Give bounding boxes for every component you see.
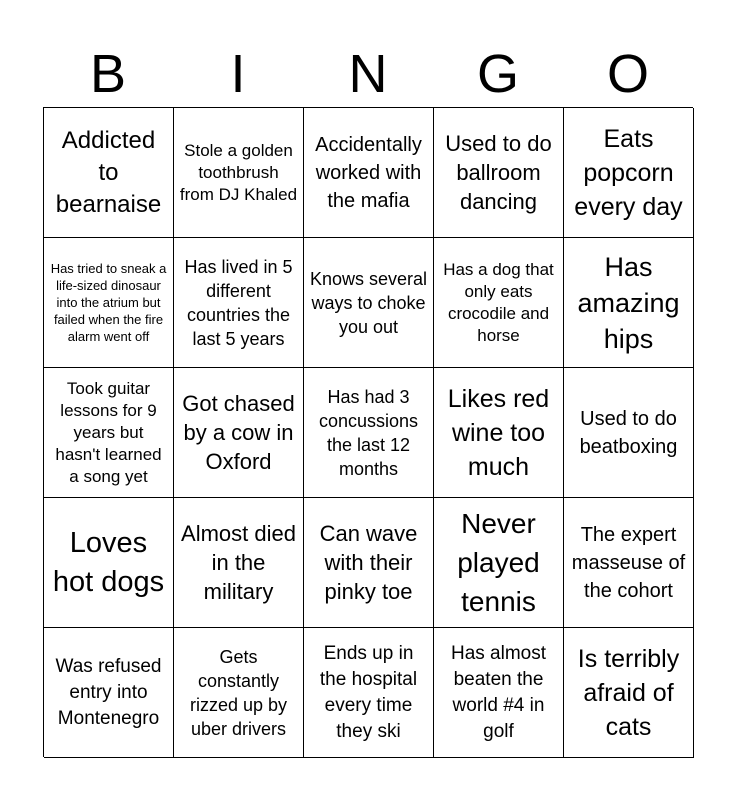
bingo-cell[interactable]	[434, 498, 564, 628]
bingo-header	[43, 44, 693, 104]
header-letter-g: G	[476, 44, 519, 104]
header-letter-n: N	[348, 44, 388, 104]
cell-text: Almost died in the military	[181, 521, 296, 604]
bingo-cell[interactable]	[174, 108, 304, 238]
cell-text: Was refused entry into Montenegro	[55, 655, 162, 729]
bingo-cell[interactable]	[564, 498, 694, 628]
bingo-cell[interactable]	[44, 628, 174, 758]
cell-text: Gets constantly rizzed up by uber drivers	[189, 646, 288, 739]
cell-text: Has tried to sneak a life-sized dinosaur into the atrium but failed when the fire alarm went off	[50, 261, 167, 344]
cell-text: Has had 3 concussions the last 12 months	[318, 386, 419, 479]
cell-text: Used to do ballroom dancing	[445, 131, 552, 214]
bingo-cell[interactable]	[174, 368, 304, 498]
bingo-cell[interactable]	[304, 498, 434, 628]
cell-text: Has amazing hips	[577, 251, 680, 354]
bingo-cell[interactable]	[564, 108, 694, 238]
bingo-cell[interactable]	[304, 108, 434, 238]
cell-text: Took guitar lessons for 9 years but hasn't learned a song yet	[55, 378, 162, 486]
bingo-cell[interactable]	[434, 108, 564, 238]
bingo-cell[interactable]	[44, 368, 174, 498]
bingo-cell[interactable]	[434, 368, 564, 498]
cell-text: Knows several ways to choke you out	[309, 268, 428, 337]
cell-text: Loves hot dogs	[52, 526, 165, 598]
header-letter-i: I	[230, 44, 246, 104]
header-letter-o: O	[606, 44, 649, 104]
bingo-cell[interactable]	[434, 238, 564, 368]
cell-text: Addicted to bearnaise	[55, 126, 162, 218]
bingo-cell[interactable]	[44, 238, 174, 368]
bingo-cell[interactable]	[564, 368, 694, 498]
bingo-cell[interactable]	[304, 238, 434, 368]
bingo-cell[interactable]	[564, 628, 694, 758]
cell-text: Used to do beatboxing	[579, 407, 678, 458]
bingo-cell[interactable]	[434, 628, 564, 758]
bingo-cell[interactable]	[44, 108, 174, 238]
bingo-cell[interactable]	[174, 628, 304, 758]
cell-text: Eats popcorn every day	[574, 124, 683, 221]
cell-text: The expert masseuse of the cohort	[571, 523, 686, 602]
bingo-grid	[43, 107, 693, 757]
bingo-cell[interactable]	[174, 498, 304, 628]
cell-text: Accidentally worked with the mafia	[315, 133, 422, 212]
cell-text: Can wave with their pinky toe	[319, 521, 418, 604]
cell-text: Got chased by a cow in Oxford	[182, 391, 295, 474]
cell-text: Never played tennis	[457, 508, 540, 617]
bingo-cell[interactable]	[44, 498, 174, 628]
header-letter-b: B	[89, 44, 127, 104]
bingo-cell[interactable]	[304, 368, 434, 498]
cell-text: Ends up in the hospital every time they ski	[319, 642, 418, 742]
cell-text: Stole a golden toothbrush from DJ Khaled	[179, 140, 298, 204]
bingo-cell[interactable]	[174, 238, 304, 368]
cell-text: Likes red wine too much	[447, 384, 550, 481]
cell-text: Has a dog that only eats crocodile and horse	[443, 259, 554, 345]
cell-text: Has lived in 5 different countries the last 5 years	[184, 256, 293, 349]
cell-text: Has almost beaten the world #4 in golf	[450, 642, 547, 742]
cell-text: Is terribly afraid of cats	[577, 644, 680, 741]
bingo-cell[interactable]	[564, 238, 694, 368]
bingo-cell[interactable]	[304, 628, 434, 758]
